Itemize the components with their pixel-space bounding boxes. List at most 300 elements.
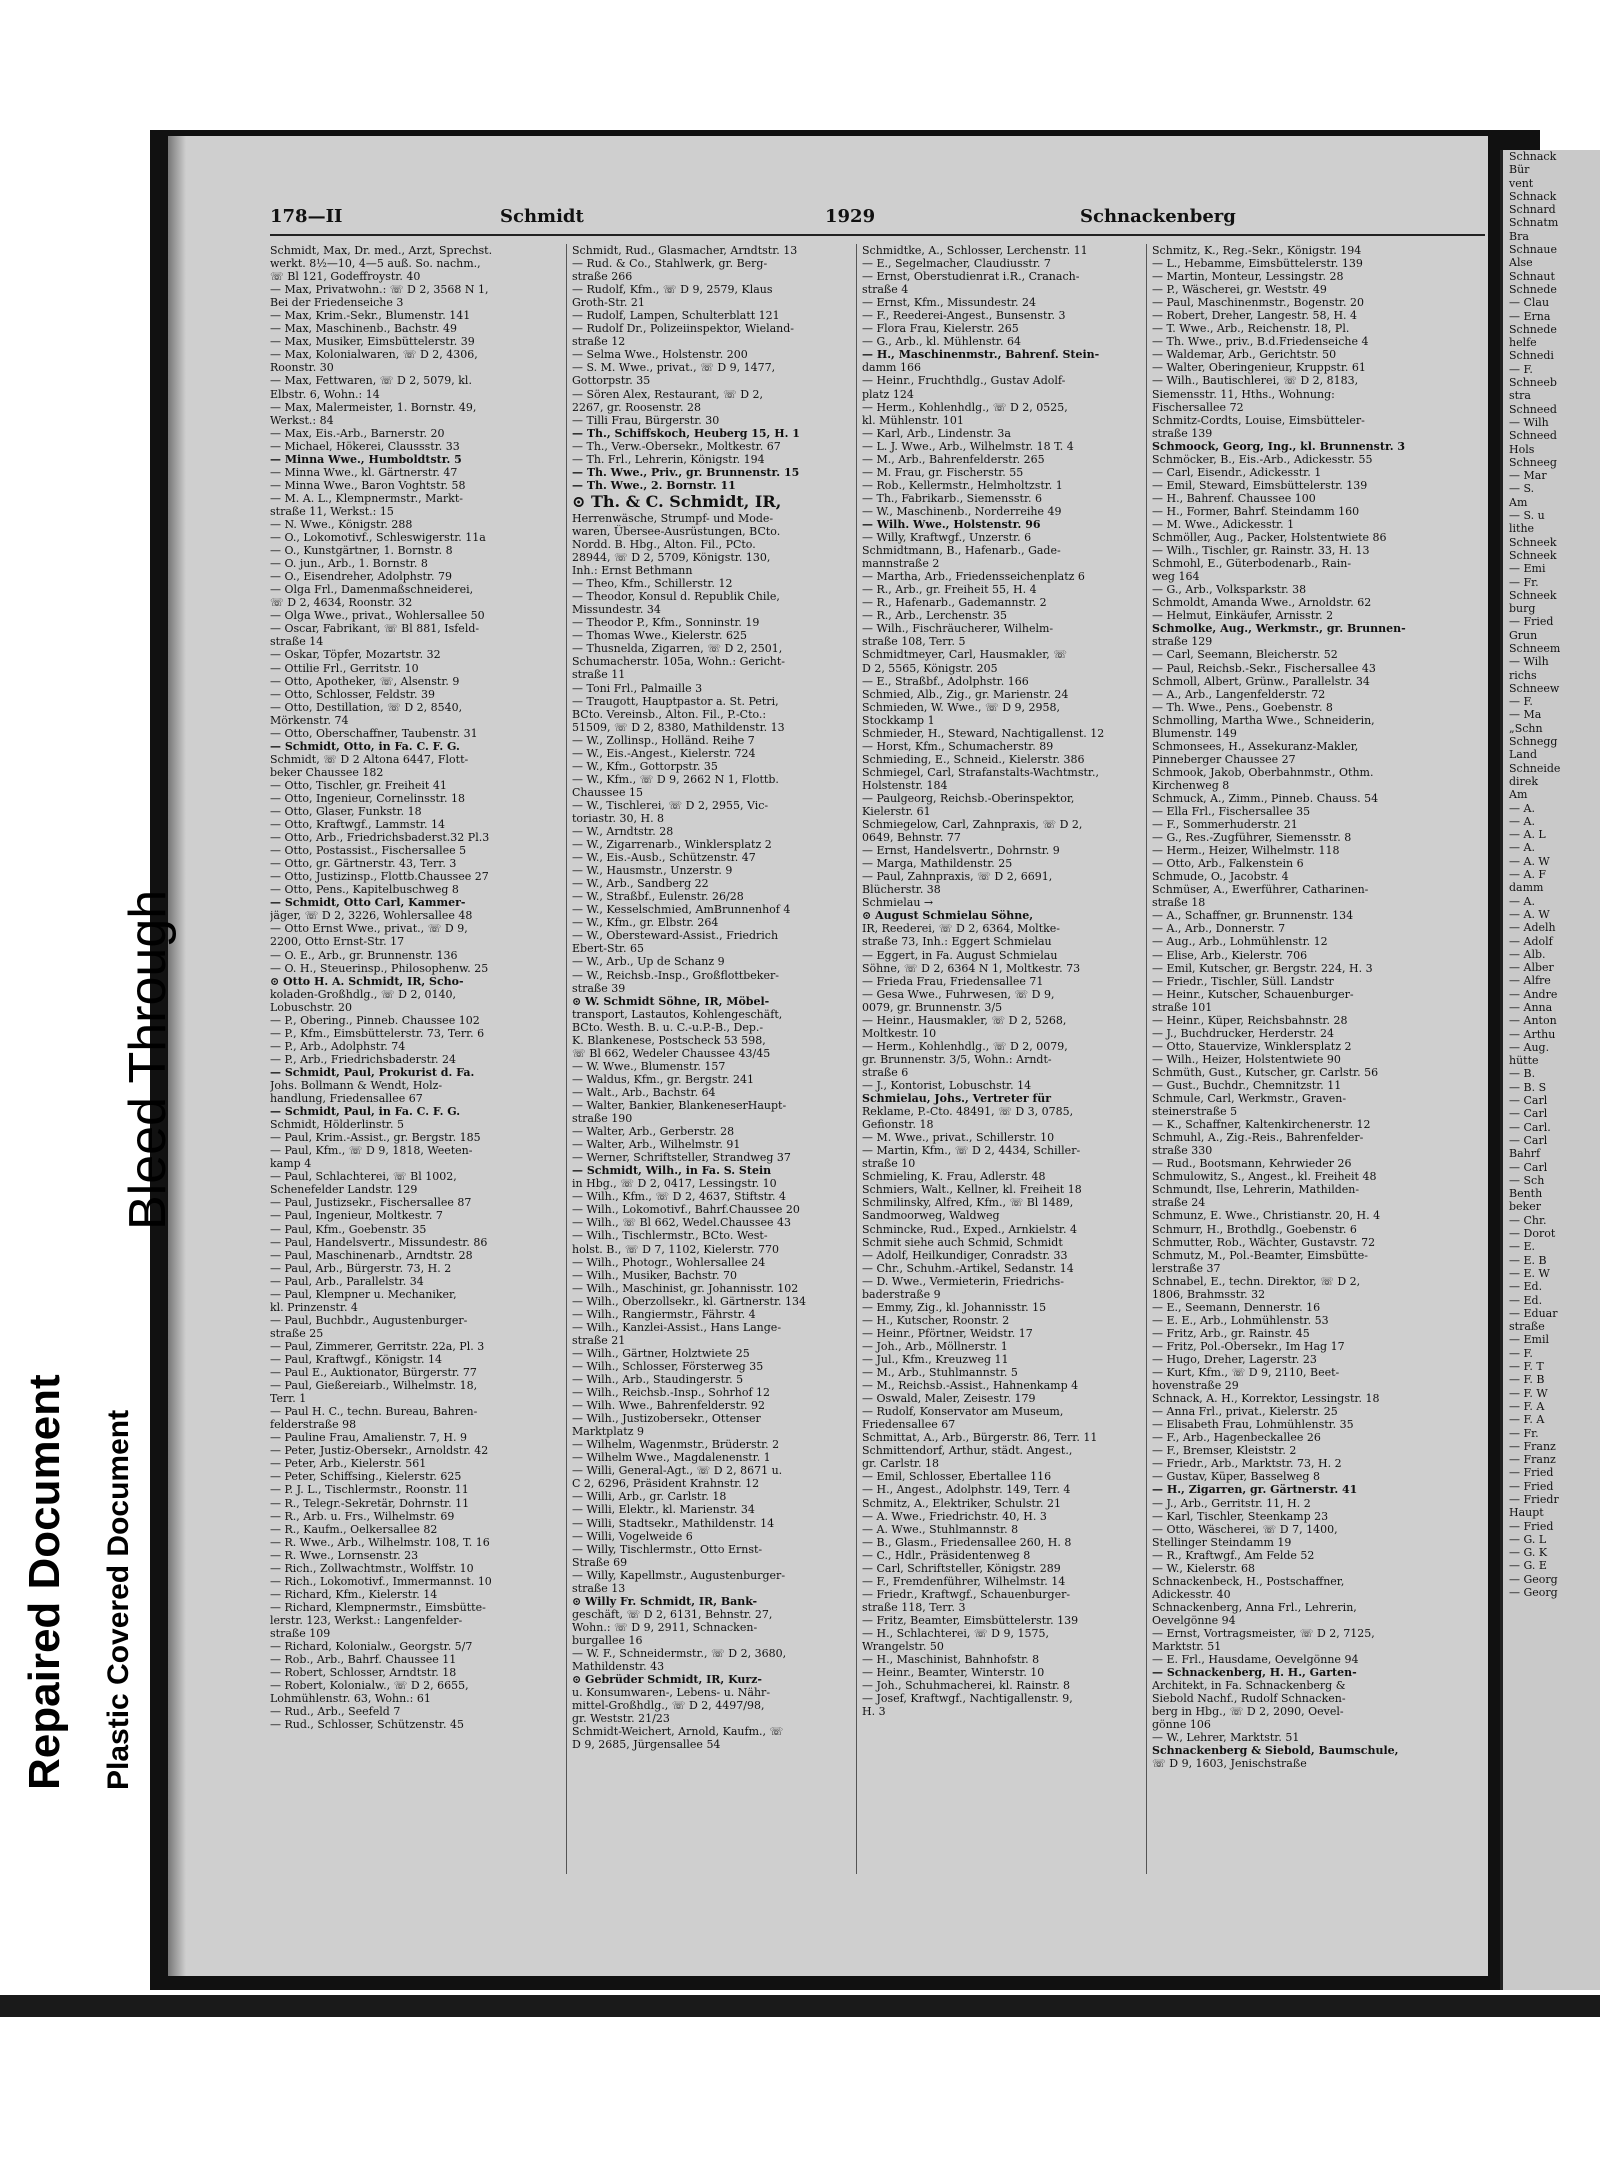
adjacent-page-line: — Arthu [1509, 1027, 1556, 1041]
directory-entry-line: straße 6 [862, 1065, 909, 1079]
directory-entry-line: — Rud., Schlosser, Schützenstr. 45 [270, 1718, 464, 1732]
directory-entry-line: — Paul, Buchbdr., Augustenburger- [270, 1313, 468, 1327]
directory-entry-line: — Paul H. C., techn. Bureau, Bahren- [270, 1405, 478, 1419]
directory-entry-line: Blumenstr. 149 [1152, 726, 1237, 740]
directory-entry-line: Schmolling, Martha Wwe., Schneiderin, [1152, 713, 1375, 727]
directory-entry-line: — Otto, Postassist., Fischersallee 5 [270, 844, 467, 858]
directory-entry-line: — Rudolf, Konservator am Museum, [862, 1405, 1064, 1419]
directory-entry-line: Schmunz, E. Wwe., Christianstr. 20, H. 4 [1152, 1209, 1381, 1223]
directory-entry-line: straße 24 [1152, 1196, 1206, 1210]
directory-entry-line: — P., Wäscherei, gr. Weststr. 49 [1152, 283, 1327, 297]
directory-entry-line: ⊙ Gebrüder Schmidt, IR, Kurz- [572, 1673, 762, 1687]
directory-entry-line: — Robert, Dreher, Langestr. 58, H. 4 [1152, 309, 1358, 323]
directory-entry-line: — M. A. L., Klempnermstr., Markt- [270, 491, 463, 505]
directory-entry-line: — Elise, Arb., Kielerstr. 706 [1152, 948, 1308, 962]
directory-entry-line: Nordd. B. Hbg., Alton. Fil., PCto. [572, 537, 756, 551]
adjacent-page-line: — A. L [1509, 828, 1546, 842]
directory-entry-line: — Ernst, Handelsvertr., Dohrnstr. 9 [862, 844, 1060, 858]
directory-entry-line: — G., Arb., kl. Mühlenstr. 64 [862, 335, 1021, 349]
adjacent-page-line: — Dorot [1509, 1227, 1556, 1241]
directory-entry-line: — Willi, Stadtsekr., Mathildenstr. 14 [572, 1516, 775, 1530]
adjacent-page-line: — Adelh [1509, 921, 1556, 935]
directory-entry-line: — Th., Schiffskoch, Heuberg 15, H. 1 [572, 426, 800, 440]
directory-entry-line: — Otto Ernst Wwe., privat., ☏ D 9, [270, 922, 468, 936]
directory-entry-line: — Paul, Kfm., ☏ D 9, 1818, Weeten- [270, 1144, 473, 1158]
directory-entry-line: straße 14 [270, 635, 324, 649]
adjacent-page-line: — Franz [1509, 1453, 1556, 1467]
directory-entry-line: gönne 106 [1152, 1718, 1211, 1732]
adjacent-page-line: — G. L [1509, 1532, 1547, 1546]
directory-entry-line: kamp 4 [270, 1157, 312, 1171]
directory-entry-line: — Carl, Seemann, Bleicherstr. 52 [1152, 648, 1338, 662]
directory-entry-line: Schmied, Alb., Zig., gr. Marienstr. 24 [862, 687, 1069, 701]
directory-entry-line: — Otto, Tischler, gr. Freiheit 41 [270, 778, 447, 792]
adjacent-page-line: Benth [1509, 1187, 1543, 1201]
directory-entry-line: — M. Wwe., Adickesstr. 1 [1152, 517, 1295, 531]
directory-entry-line: — Heinr., Beamter, Winterstr. 10 [862, 1666, 1045, 1680]
directory-entry-line: — Wilh., Musiker, Bachstr. 70 [572, 1268, 737, 1282]
directory-entry-line: Schmiegel, Carl, Strafanstalts-Wachtmstr., [862, 765, 1099, 779]
directory-entry-line: Schmidtmann, B., Hafenarb., Gade- [862, 544, 1061, 558]
directory-entry-line: weg 164 [1152, 570, 1200, 584]
directory-entry-line: — Rich., Zollwachtmstr., Wolffstr. 10 [270, 1561, 474, 1575]
directory-entry-line: D 2, 5565, Königstr. 205 [862, 661, 998, 675]
directory-entry-line: hovenstraße 29 [1152, 1379, 1239, 1393]
adjacent-page-line: — Eduar [1509, 1306, 1558, 1320]
directory-entry-line: — Willy, Tischlermstr., Otto Ernst- [572, 1542, 763, 1556]
directory-entry-line: Schumacherstr. 105a, Wohn.: Gericht- [572, 655, 786, 669]
adjacent-page-line: — Carl [1509, 1094, 1548, 1108]
directory-entry-line: — Hugo, Dreher, Lagerstr. 23 [1152, 1352, 1317, 1366]
directory-entry-line: gr. Brunnenstr. 3/5, Wohn.: Arndt- [862, 1052, 1052, 1066]
directory-entry-line: — W., Kfm., ☏ D 9, 2662 N 1, Flottb. [572, 772, 779, 786]
directory-entry-line: — Otto, Wäscherei, ☏ D 7, 1400, [1152, 1522, 1338, 1536]
directory-entry-line: — R., Arb. u. Frs., Wilhelmstr. 69 [270, 1509, 455, 1523]
directory-entry-line: — Rud., Arb., Seefeld 7 [270, 1705, 401, 1719]
directory-entry-line: Schmit siehe auch Schmid, Schmidt [862, 1235, 1063, 1249]
directory-entry-line: — Marga, Mathildenstr. 25 [862, 857, 1013, 871]
page-header [270, 206, 1490, 230]
directory-entry-line: beker Chaussee 182 [270, 765, 384, 779]
directory-entry-line: — Herm., Kohlenhdlg., ☏ D 2, 0525, [862, 400, 1068, 414]
adjacent-page-line: — B. S [1509, 1080, 1547, 1094]
directory-entry-line: holst. B., ☏ D 7, 1102, Kielerstr. 770 [572, 1242, 780, 1256]
adjacent-page-line: — Carl [1509, 1107, 1548, 1121]
directory-entry-line: — Fritz, Beamter, Eimsbüttelerstr. 139 [862, 1613, 1079, 1627]
directory-entry-line: — H., Former, Bahrf. Steindamm 160 [1152, 504, 1360, 518]
directory-entry-line: — Willi, Elektr., kl. Marienstr. 34 [572, 1503, 755, 1517]
directory-entry-line: — Wilh. Wwe., Bahrenfelderstr. 92 [572, 1399, 766, 1413]
adjacent-page-line: — Aug. [1509, 1040, 1550, 1054]
directory-entry-line: — Wilh., Tischlermstr., BCto. West- [572, 1229, 768, 1243]
directory-entry-line: Schmoldt, Amanda Wwe., Arnoldstr. 62 [1152, 596, 1372, 610]
directory-entry-line: — Wilh., Bautischlerei, ☏ D 2, 8183, [1152, 374, 1359, 388]
adjacent-page-line: direk [1509, 774, 1538, 788]
adjacent-page-line: straße [1509, 1320, 1545, 1334]
directory-entry-line: straße 10 [862, 1157, 916, 1171]
directory-entry-line: straße 73, Inh.: Eggert Schmielau [862, 935, 1052, 949]
directory-entry-line: ☏ Bl 121, Godeffroystr. 40 [270, 270, 421, 284]
directory-entry-line: — Paul, Ingenieur, Moltkestr. 7 [270, 1209, 443, 1223]
directory-entry-line: — Waldus, Kfm., gr. Bergstr. 241 [572, 1072, 754, 1086]
directory-entry-line: — Wilhelm, Wagenmstr., Brüderstr. 2 [572, 1438, 780, 1452]
directory-entry-line: Schnackenberg, Anna Frl., Lehrerin, [1152, 1600, 1357, 1614]
adjacent-page-line: Schneed [1509, 429, 1557, 443]
directory-entry-line: — O., Kunstgärtner, 1. Bornstr. 8 [270, 544, 453, 558]
directory-entry-line: — Schmidt, Paul, Prokurist d. Fa. [270, 1065, 475, 1079]
directory-entry-line: — W., Lehrer, Marktstr. 51 [1152, 1731, 1300, 1745]
directory-entry-line: Stellinger Steindamm 19 [1152, 1535, 1292, 1549]
directory-entry-line: jäger, ☏ D 2, 3226, Wohlersallee 48 [270, 909, 473, 923]
directory-entry-line: toriastr. 30, H. 8 [572, 811, 665, 825]
directory-entry-line: — Heinr., Hausmakler, ☏ D 2, 5268, [862, 1013, 1067, 1027]
directory-entry-line: Holstenstr. 184 [862, 778, 948, 792]
adjacent-page-line: Schneek [1509, 588, 1557, 602]
directory-entry-line: Adickesstr. 40 [1152, 1587, 1231, 1601]
directory-entry-line: lerstraße 37 [1152, 1261, 1221, 1275]
directory-entry-line: Sandmoorweg, Waldweg [862, 1209, 1000, 1223]
directory-entry-line: — Paul, Arb., Parallelstr. 34 [270, 1274, 424, 1288]
directory-entry-line: mannstraße 2 [862, 557, 940, 571]
directory-entry-line: — Heinr., Pförtner, Weidstr. 17 [862, 1326, 1033, 1340]
directory-entry-line: — Selma Wwe., Holstenstr. 200 [572, 348, 748, 362]
directory-entry-line: — Otto, Schlosser, Feldstr. 39 [270, 687, 435, 701]
page-number: 178—II [270, 206, 343, 227]
directory-entry-line: — Adolf, Heilkundiger, Conradstr. 33 [862, 1248, 1068, 1262]
adjacent-page-line: — Ma [1509, 708, 1542, 722]
directory-entry-line: — W., Zollinsp., Holländ. Reihe 7 [572, 733, 755, 747]
directory-entry-line: — Wilh., ☏ Bl 662, Wedel.Chaussee 43 [572, 1216, 791, 1230]
directory-entry-line: — Friedr., Tischler, Süll. Landstr [1152, 974, 1334, 988]
directory-entry-line: — W., Tischlerei, ☏ D 2, 2955, Vic- [572, 798, 769, 812]
directory-entry-line: ⊙ W. Schmidt Söhne, IR, Möbel- [572, 994, 770, 1008]
directory-entry-line: Schmutz, M., Pol.-Beamter, Eimsbütte- [1152, 1248, 1368, 1262]
directory-entry-line: — Willy, Kapellmstr., Augustenburger- [572, 1568, 786, 1582]
directory-entry-line: straße 39 [572, 981, 626, 995]
directory-entry-line: — W., Zigarrenarb., Winklersplatz 2 [572, 838, 772, 852]
directory-entry-line: — Joh., Schuhmacherei, kl. Rainstr. 8 [862, 1679, 1071, 1693]
directory-entry-line: — Otto, Stauervize, Winklersplatz 2 [1152, 1039, 1352, 1053]
directory-entry-line: — Paul, Maschinenmstr., Bogenstr. 20 [1152, 296, 1364, 310]
directory-entry-line: Schmieling, K. Frau, Adlerstr. 48 [862, 1170, 1046, 1184]
adjacent-page-line: — Carl. [1509, 1120, 1551, 1134]
adjacent-page-line: damm [1509, 881, 1544, 895]
directory-entry-line: — C., Hdlr., Präsidentenweg 8 [862, 1548, 1031, 1562]
directory-entry-line: — Kurt, Kfm., ☏ D 9, 2110, Beet- [1152, 1366, 1340, 1380]
directory-entry-line: — Otto, Arb., Friedrichsbaderst.32 Pl.3 [270, 831, 490, 845]
directory-entry-line: — W., Reichsb.-Insp., Großflottbeker- [572, 968, 779, 982]
directory-entry-line: Siemensstr. 11, Hths., Wohnung: [1152, 387, 1335, 401]
directory-entry-line: mittel-Großhdlg., ☏ D 2, 4497/98, [572, 1699, 765, 1713]
directory-entry-line: — Wilh., Fischräucherer, Wilhelm- [862, 622, 1054, 636]
adjacent-page-line: Alse [1509, 256, 1533, 270]
directory-entry-line: — O., Eisendreher, Adolphstr. 79 [270, 570, 452, 584]
directory-entry-line: Schmöcker, B., Eis.-Arb., Adickesstr. 55 [1152, 452, 1373, 466]
directory-entry-line: — W., Straßbf., Eulenstr. 26/28 [572, 890, 744, 904]
directory-entry-line: straße 108, Terr. 5 [862, 635, 966, 649]
directory-entry-line: — Wilh., Tischler, gr. Rainstr. 33, H. 13 [1152, 544, 1370, 558]
directory-entry-line: ☏ D 2, 4634, Roonstr. 32 [270, 596, 413, 610]
directory-entry-line: koladen-Großhdlg., ☏ D 2, 0140, [270, 987, 456, 1001]
directory-entry-line: Schmuck, A., Zimm., Pinneb. Chauss. 54 [1152, 791, 1379, 805]
directory-entry-line: — Robert, Schlosser, Arndtstr. 18 [270, 1666, 457, 1680]
directory-entry-line: — W., Maschinenb., Norderreihe 49 [862, 504, 1062, 518]
directory-entry-line: — Th. Wwe., priv., B.d.Friedenseiche 4 [1152, 335, 1369, 349]
directory-entry-line: Schnack, A. H., Korrektor, Lessingstr. 18 [1152, 1392, 1380, 1406]
directory-entry-line: — Paul, Schlachterei, ☏ Bl 1002, [270, 1170, 457, 1184]
directory-entry-line: Schnackenbeck, H., Postschaffner, [1152, 1574, 1345, 1588]
directory-entry-line: geschäft, ☏ D 2, 6131, Behnstr. 27, [572, 1607, 773, 1621]
directory-entry-line: — Minna Wwe., kl. Gärtnerstr. 47 [270, 465, 458, 479]
adjacent-page-line: — S. u [1509, 509, 1545, 523]
adjacent-page-line: — Georg [1509, 1586, 1558, 1600]
directory-entry-line: 0079, gr. Brunnenstr. 3/5 [862, 1000, 1003, 1014]
directory-entry-line: — Josef, Kraftwgf., Nachtigallenstr. 9, [862, 1692, 1073, 1706]
directory-entry-line: — Max, Fettwaren, ☏ D 2, 5079, kl. [270, 374, 472, 388]
directory-entry-line: Schmüth, Gust., Kutscher, gr. Carlstr. 56 [1152, 1065, 1379, 1079]
directory-entry-line: Schmiegelow, Carl, Zahnpraxis, ☏ D 2, [862, 818, 1083, 832]
directory-entry-line: — T. Wwe., Arb., Reichenstr. 18, Pl. [1152, 322, 1350, 336]
directory-entry-line: werkt. 8½—10, 4—5 auß. So. nachm., [270, 257, 481, 271]
directory-entry-line: — Willy, Kraftwgf., Unzerstr. 6 [862, 531, 1032, 545]
adjacent-page-edge [1500, 150, 1600, 1990]
directory-entry-line: — Thomas Wwe., Kielerstr. 625 [572, 629, 748, 643]
adjacent-page-line: — Adolf [1509, 934, 1553, 948]
directory-entry-line: — Wilh., Heizer, Holstentwiete 90 [1152, 1052, 1341, 1066]
directory-entry-line: — Otto, Destillation, ☏ D 2, 8540, [270, 700, 463, 714]
directory-entry-line: — P., Arb., Friedrichsbaderstr. 24 [270, 1052, 457, 1066]
adjacent-page-line: — Friedr [1509, 1492, 1559, 1506]
directory-entry-line: — Carl, Eisendr., Adickesstr. 1 [1152, 465, 1322, 479]
directory-entry-line: in Hbg., ☏ D 2, 0417, Lessingstr. 10 [572, 1177, 777, 1191]
directory-entry-line: Schmieden, W. Wwe., ☏ D 9, 2958, [862, 700, 1061, 714]
directory-entry-line: — M., Arb., Stuhlmannstr. 5 [862, 1366, 1018, 1380]
directory-entry-line: — Paul, Arb., Bürgerstr. 73, H. 2 [270, 1261, 452, 1275]
directory-column-3 [862, 244, 1152, 1718]
directory-entry-line: — Paul, Gießereiarb., Wilhelmstr. 18, [270, 1379, 478, 1393]
directory-entry-line: — N. Wwe., Königstr. 288 [270, 517, 413, 531]
directory-entry-line: — Karl, Arb., Lindenstr. 3a [862, 426, 1011, 440]
directory-entry-line: — M. Frau, gr. Fischerstr. 55 [862, 465, 1024, 479]
adjacent-page-line: Schneide [1509, 761, 1561, 775]
directory-column-1 [270, 244, 560, 1731]
directory-entry-line: — Martin, Kfm., ☏ D 2, 4434, Schiller- [862, 1144, 1081, 1158]
directory-entry-line: waren, Übersee-Ausrüstungen, BCto. [572, 524, 781, 538]
directory-entry-line: 2267, gr. Roosenstr. 28 [572, 400, 701, 414]
directory-entry-line: Schmidt-Weichert, Arnold, Kaufm., ☏ [572, 1725, 784, 1739]
adjacent-page-line: — Fr. [1509, 1426, 1539, 1440]
directory-entry-line: Kielerstr. 61 [862, 805, 931, 819]
adjacent-page-line: Haupt [1509, 1506, 1544, 1520]
directory-entry-line: — Wilh., Rangiermstr., Fährstr. 4 [572, 1307, 756, 1321]
directory-entry-line: Blücherstr. 38 [862, 883, 941, 897]
directory-entry-line: — R., Arb., gr. Freiheit 55, H. 4 [862, 583, 1037, 597]
directory-entry-line: — Oscar, Fabrikant, ☏ Bl 881, Isfeld- [270, 622, 480, 636]
directory-entry-line: — Karl, Tischler, Steenkamp 23 [1152, 1509, 1329, 1523]
directory-entry-line: — E. Frl., Hausdame, Oevelgönne 94 [1152, 1653, 1359, 1667]
directory-entry-line: straße 11 [572, 668, 626, 682]
directory-entry-line: — Oskar, Töpfer, Mozartstr. 32 [270, 648, 441, 662]
directory-entry-line: — Wilh. Wwe., Holstenstr. 96 [862, 517, 1041, 531]
directory-entry-line: lerstr. 123, Werkst.: Langenfelder- [270, 1613, 463, 1627]
directory-entry-line: Söhne, ☏ D 2, 6364 N 1, Moltkestr. 73 [862, 961, 1081, 975]
directory-entry-line: — Paul, Zahnpraxis, ☏ D 2, 6691, [862, 870, 1053, 884]
directory-entry-line: felderstraße 98 [270, 1418, 357, 1432]
directory-entry-line: Werkst.: 84 [270, 413, 334, 427]
directory-entry-line: Oevelgönne 94 [1152, 1613, 1236, 1627]
adjacent-page-line: — G. K [1509, 1546, 1548, 1560]
directory-entry-line: Moltkestr. 10 [862, 1026, 937, 1040]
directory-entry-line: — G., Arb., Volksparkstr. 38 [1152, 583, 1307, 597]
adjacent-page-line: Schneeg [1509, 455, 1557, 469]
directory-entry-line: — Otto, gr. Gärtnerstr. 43, Terr. 3 [270, 857, 457, 871]
adjacent-page-line: — A. [1509, 841, 1535, 855]
adjacent-page-line: — E. W [1509, 1266, 1550, 1280]
directory-entry-line: — H., Kutscher, Roonstr. 2 [862, 1313, 1010, 1327]
directory-entry-line: — Heinr., Fruchthdlg., Gustav Adolf- [862, 374, 1066, 388]
directory-entry-line: Schmonsees, H., Assekuranz-Makler, [1152, 739, 1359, 753]
directory-entry-line: — Theodor, Konsul d. Republik Chile, [572, 590, 780, 604]
directory-entry-line: Groth-Str. 21 [572, 296, 645, 310]
adjacent-page-line: — Ed. [1509, 1280, 1543, 1294]
directory-entry-line: — Gesa Wwe., Fuhrwesen, ☏ D 9, [862, 987, 1055, 1001]
adjacent-page-line: — Emi [1509, 562, 1546, 576]
directory-entry-line: — Schmidt, Otto Carl, Kammer- [270, 896, 466, 910]
directory-entry-line: — Pauline Frau, Amalienstr. 7, H. 9 [270, 1431, 467, 1445]
directory-entry-line: Stockkamp 1 [862, 713, 935, 727]
directory-entry-line: — Friedr., Arb., Marktstr. 73, H. 2 [1152, 1457, 1342, 1471]
adjacent-page-line: hütte [1509, 1054, 1539, 1068]
directory-entry-line: — Tilli Frau, Bürgerstr. 30 [572, 413, 720, 427]
directory-entry-line: Schmittat, A., Arb., Bürgerstr. 86, Terr. 11 [862, 1431, 1098, 1445]
directory-entry-line: straße 101 [1152, 1000, 1213, 1014]
adjacent-page-line: — Carl [1509, 1133, 1548, 1147]
directory-entry-line: u. Konsumwaren-, Lebens- u. Nähr- [572, 1686, 771, 1700]
directory-entry-line: Schmidtmeyer, Carl, Hausmakler, ☏ [862, 648, 1068, 662]
directory-entry-line: — B., Glasm., Friedensallee 260, H. 8 [862, 1535, 1072, 1549]
directory-entry-line: — Ottilie Frl., Gerritstr. 10 [270, 661, 419, 675]
directory-entry-line: ☏ Bl 662, Wedeler Chaussee 43/45 [572, 1046, 771, 1060]
directory-entry-line: — Rob., Arb., Bahrf. Chaussee 11 [270, 1653, 457, 1667]
directory-entry-line: — G., Res.-Zugführer, Siemensstr. 8 [1152, 831, 1352, 845]
directory-entry-line: — M., Reichsb.-Assist., Hahnenkamp 4 [862, 1379, 1079, 1393]
directory-entry-line: — Paul, Maschinenarb., Arndtstr. 28 [270, 1248, 473, 1262]
directory-entry-line: Kirchenweg 8 [1152, 778, 1230, 792]
directory-entry-line: straße 21 [572, 1333, 626, 1347]
scan-bottom-band [0, 1995, 1600, 2017]
directory-entry-line: Schmitz-Cordts, Louise, Eimsbütteler- [1152, 413, 1365, 427]
directory-entry-line: — P., Kfm., Eimsbüttelerstr. 73, Terr. 6 [270, 1026, 485, 1040]
directory-entry-line: Schmuhl, A., Zig.-Reis., Bahrenfelder- [1152, 1131, 1364, 1145]
directory-entry-line: Schmurr, H., Brothdlg., Goebenstr. 6 [1152, 1222, 1357, 1236]
directory-entry-line: — Peter, Schiffsing., Kielerstr. 625 [270, 1470, 462, 1484]
directory-entry-line: — Paul, Krim.-Assist., gr. Bergstr. 185 [270, 1131, 481, 1145]
directory-entry-line: — F., Arb., Hagenbeckallee 26 [1152, 1431, 1321, 1445]
adjacent-page-line: — F. T [1509, 1360, 1544, 1374]
header-rule [270, 234, 1485, 236]
directory-entry-line: Siebold Nachf., Rudolf Schnacken- [1152, 1692, 1346, 1706]
adjacent-page-line: — Chr. [1509, 1213, 1547, 1227]
adjacent-page-line: — A. [1509, 894, 1535, 908]
directory-entry-line: Schmielau, Johs., Vertreter für [862, 1092, 1052, 1106]
bleed-through-label: Bleed Through [119, 889, 177, 1230]
directory-entry-line: — W. F., Schneidermstr., ☏ D 2, 3680, [572, 1646, 787, 1660]
directory-entry-line: ⊙ August Schmielau Söhne, [862, 909, 1034, 923]
directory-entry-line: — O. jun., Arb., 1. Bornstr. 8 [270, 557, 428, 571]
adjacent-page-line: — Mar [1509, 469, 1547, 483]
directory-entry-line: — Paul, Justizsekr., Fischersallee 87 [270, 1196, 472, 1210]
directory-entry-line: Inh.: Ernst Bethmann [572, 564, 693, 578]
directory-entry-line: Terr. 1 [270, 1392, 307, 1406]
directory-entry-line: — Paulgeorg, Reichsb.-Oberinspektor, [862, 791, 1075, 805]
directory-entry-line: — Max, Kolonialwaren, ☏ D 2, 4306, [270, 348, 478, 362]
directory-entry-line: — J., Kontorist, Lobuschstr. 14 [862, 1079, 1032, 1092]
directory-entry-line: IR, Reederei, ☏ D 2, 6364, Moltke- [862, 922, 1061, 936]
directory-entry-line: — Helmut, Einkäufer, Arnisstr. 2 [1152, 609, 1334, 623]
directory-entry-line: gr. Carlstr. 18 [862, 1457, 939, 1471]
directory-entry-line: Chaussee 15 [572, 785, 643, 799]
directory-entry-line: straße 13 [572, 1581, 626, 1595]
adjacent-page-line: lithe [1509, 522, 1535, 536]
directory-entry-line: Schmook, Jakob, Oberbahnmstr., Othm. [1152, 765, 1374, 779]
directory-entry-line: — A., Schaffner, gr. Brunnenstr. 134 [1152, 909, 1354, 923]
directory-entry-line: straße 4 [862, 283, 909, 297]
directory-entry-line: Schmundt, Ilse, Lehrerin, Mathilden- [1152, 1183, 1360, 1197]
repaired-document-label: Repaired Document [20, 1374, 69, 1790]
directory-entry-line: Johs. Bollmann & Wendt, Holz- [270, 1079, 443, 1092]
adjacent-page-line: Am [1509, 495, 1528, 509]
directory-entry-line: — M., Arb., Bahrenfelderstr. 265 [862, 452, 1045, 466]
adjacent-page-line: — Wilh [1509, 655, 1549, 669]
directory-entry-line: — P. J. L., Tischlermstr., Roonstr. 11 [270, 1483, 469, 1497]
directory-entry-line: — J., Arb., Gerritstr. 11, H. 2 [1152, 1496, 1311, 1510]
directory-entry-line: — A. Wwe., Friedrichstr. 40, H. 3 [862, 1509, 1047, 1523]
directory-entry-line: — Thusnelda, Zigarren, ☏ D 2, 2501, [572, 642, 783, 656]
adjacent-page-line: — Alber [1509, 961, 1554, 975]
adjacent-page-line: Am [1509, 788, 1528, 802]
adjacent-page-line: Schneew [1509, 681, 1560, 695]
directory-entry-line: — Otto, Apotheker, ☏, Alsenstr. 9 [270, 674, 460, 688]
directory-entry-line: Schmidt, ☏ D 2 Altona 6447, Flott- [270, 752, 469, 766]
directory-entry-line: — Werner, Schriftsteller, Strandweg 37 [572, 1151, 791, 1165]
adjacent-page-line: — Alfre [1509, 974, 1551, 988]
directory-entry-line: — Flora Frau, Kielerstr. 265 [862, 322, 1019, 336]
directory-entry-line: — Wilh., Reichsb.-Insp., Sohrhof 12 [572, 1386, 771, 1400]
directory-entry-line: Wrangelstr. 50 [862, 1640, 944, 1654]
directory-entry-line: — Otto, Kraftwgf., Lammstr. 14 [270, 818, 445, 832]
directory-entry-line: — Jul., Kfm., Kreuzweg 11 [862, 1352, 1009, 1366]
directory-entry-line: — Th., Verw.-Obersekr., Moltkestr. 67 [572, 439, 781, 453]
directory-entry-line: — Walter, Bankier, BlankeneserHaupt- [572, 1099, 787, 1112]
directory-entry-line: — Rich., Lokomotivf., Immermannst. 10 [270, 1574, 492, 1588]
adjacent-page-line: — Carl [1509, 1160, 1548, 1174]
directory-entry-line: — Toni Frl., Palmaille 3 [572, 681, 703, 695]
directory-entry-line: Schmulowitz, S., Angest., kl. Freiheit 48 [1152, 1170, 1377, 1184]
directory-entry-line: Marktstr. 51 [1152, 1640, 1222, 1654]
adjacent-page-line: Schnede [1509, 282, 1557, 296]
adjacent-page-line: — Fried [1509, 1519, 1554, 1533]
directory-entry-line: — W., Kfm., Gottorpstr. 35 [572, 759, 718, 773]
directory-entry-line: — D. Wwe., Vermieterin, Friedrichs- [862, 1274, 1064, 1288]
directory-entry-line: — E., Straßbf., Adolphstr. 166 [862, 674, 1029, 688]
directory-entry-line: — Otto, Ingenieur, Cornelinsstr. 18 [270, 791, 465, 805]
directory-entry-line: — F., Sommerhuderstr. 21 [1152, 818, 1298, 832]
directory-entry-line: — L., Hebamme, Eimsbüttelerstr. 139 [1152, 257, 1363, 271]
adjacent-page-line: Schneek [1509, 548, 1557, 562]
directory-entry-line: — Fritz, Arb., gr. Rainstr. 45 [1152, 1326, 1310, 1340]
directory-entry-line: straße 11, Werkst.: 15 [270, 504, 394, 518]
directory-entry-line: — L. J. Wwe., Arb., Wilhelmstr. 18 T. 4 [862, 439, 1074, 453]
